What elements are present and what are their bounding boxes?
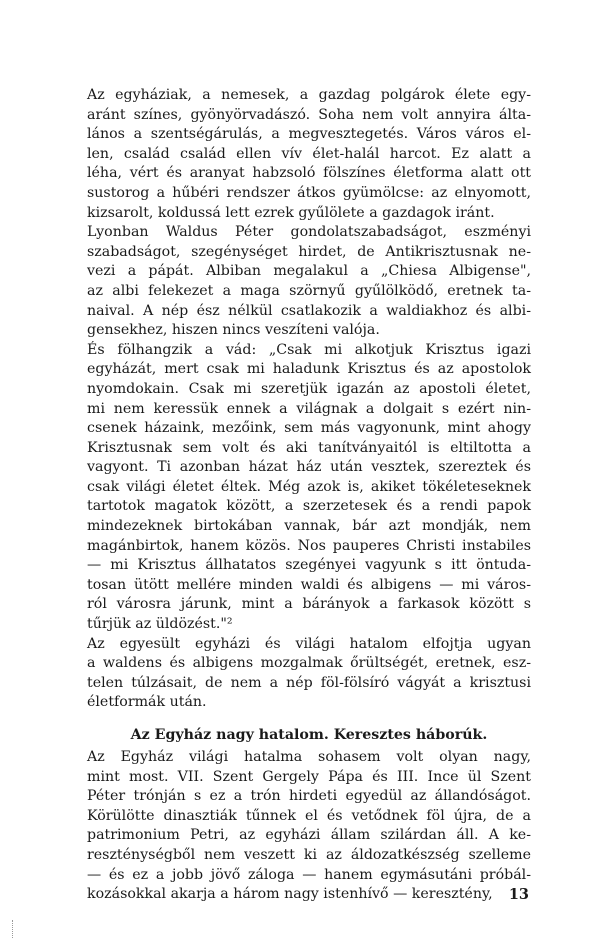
text-line: életformák után.: [87, 694, 207, 711]
text-line: tűrjük az üldözést."²: [87, 616, 233, 633]
text-line: len, család család ellen vív élet-halál harcot. Ez alatt a: [87, 145, 531, 162]
text-line: nyomdokain. Csak mi szeretjük igazán az apostoli életet,: [87, 380, 531, 397]
section-heading: Az Egyház nagy hatalom. Keresztes háborúk.: [130, 727, 488, 743]
text-line: vezi a pápát. Albiban megalakul a „Chiesa Albigense",: [87, 263, 531, 280]
text-line: magánbirtok, hanem közös. Nos pauperes Christi instabiles: [87, 537, 531, 554]
text-line: vagyont. Ti azonban házat ház után vesztek, szereztek és: [87, 459, 531, 476]
text-line: mint most. VII. Szent Gergely Pápa és III. Ince ül Szent: [87, 768, 531, 785]
text-line: naival. A nép ész nélkül csatlakozik a waldiakhoz és albi-: [87, 302, 531, 319]
text-line: mindezeknek birtokában vannak, bár azt mondják, nem: [87, 518, 531, 535]
paragraph: [87, 635, 531, 713]
text-line: egyházát, mert csak mi haladunk Krisztus és az apostolok: [87, 361, 531, 378]
text-line: — és ez a jobb jövő záloga — hanem egymásutáni próbál-: [87, 866, 531, 883]
paragraph: [87, 341, 531, 635]
page-body: [87, 86, 531, 905]
text-line: a waldens és albigens mozgalmak őrültségét, eretnek, esz-: [87, 655, 531, 672]
text-block-after-heading: [87, 748, 531, 905]
text-line: lános a szentségárulás, a megvesztegetés. Város város el-: [87, 126, 531, 143]
text-line: az albi felekezet a maga szörnyű gyűlölködő, eretnek ta-: [87, 282, 531, 299]
text-line: telen túlzásait, de nem a nép föl-fölsíró vágyát a krisztusi: [87, 674, 531, 691]
text-line: szabadságot, szegénységet hirdet, de Antikrisztusnak ne-: [87, 243, 531, 260]
text-line: patrimonium Petri, az egyházi állam szilárdan áll. A ke-: [87, 827, 531, 844]
page-number: 13: [508, 886, 529, 903]
text-line: Az egyháziak, a nemesek, a gazdag polgárok élete egy-: [87, 87, 531, 103]
text-line: Körülötte dinasztiák tűnnek el és vetődnek föl újra, de a: [87, 807, 531, 824]
text-line: sustorog a hűbéri rendszer átkos gyümölcse: az elnyomott,: [87, 184, 531, 201]
paragraph: [87, 86, 531, 223]
text-line: És fölhangzik a vád: „Csak mi alkotjuk Krisztus igazi: [87, 341, 531, 358]
text-line: ról városra járunk, mint a bárányok a farkasok között s: [87, 596, 531, 613]
paragraph: [87, 748, 531, 905]
margin-mark: [12, 920, 14, 938]
text-block-before-heading: [87, 86, 531, 713]
text-line: — mi Krisztus állhatatos szegényei vagyunk s itt öntuda-: [87, 557, 531, 574]
text-line: mi nem keressük ennek a világnak a dolgait s ezért nin-: [87, 400, 531, 417]
text-line: csenek házaink, mezőink, sem más vagyonunk, mint ahogy: [87, 420, 531, 437]
text-line: kizsarolt, koldussá lett ezrek gyűlölete a gazdagok iránt.: [87, 204, 495, 221]
text-line: kozásokkal akarja a három nagy istenhívő — keresztény,: [87, 886, 493, 903]
text-line: aránt színes, gyönyörvadászó. Soha nem volt annyira álta-: [87, 106, 531, 123]
text-line: csak világi életet éltek. Még azok is, akiket tökéleteseknek: [87, 478, 531, 495]
text-line: Péter trónján s ez a trón hirdeti egyedül az állandóságot.: [87, 788, 531, 805]
text-line: reszténységből nem veszett ki az áldozatkészség szelleme: [87, 846, 531, 863]
text-line: tosan ütött mellére minden waldi és albigens — mi város-: [87, 576, 531, 593]
text-line: tartotok magatok között, a szerzetesek és a rendi papok: [87, 498, 531, 515]
text-line: Lyonban Waldus Péter gondolatszabadságot, eszményi: [87, 224, 531, 241]
text-line: Az egyesült egyházi és világi hatalom elfojtja ugyan: [87, 635, 531, 652]
text-line: léha, vért és aranyat habzsoló fölszínes életforma alatt ott: [87, 165, 531, 182]
text-line: Krisztusnak sem volt és aki tanítványaitól is eltiltotta a: [87, 439, 531, 456]
paragraph: [87, 223, 531, 341]
text-line: Az Egyház világi hatalma sohasem volt olyan nagy,: [87, 749, 531, 765]
text-line: gensekhez, hiszen nincs veszíteni valója.: [87, 322, 380, 339]
